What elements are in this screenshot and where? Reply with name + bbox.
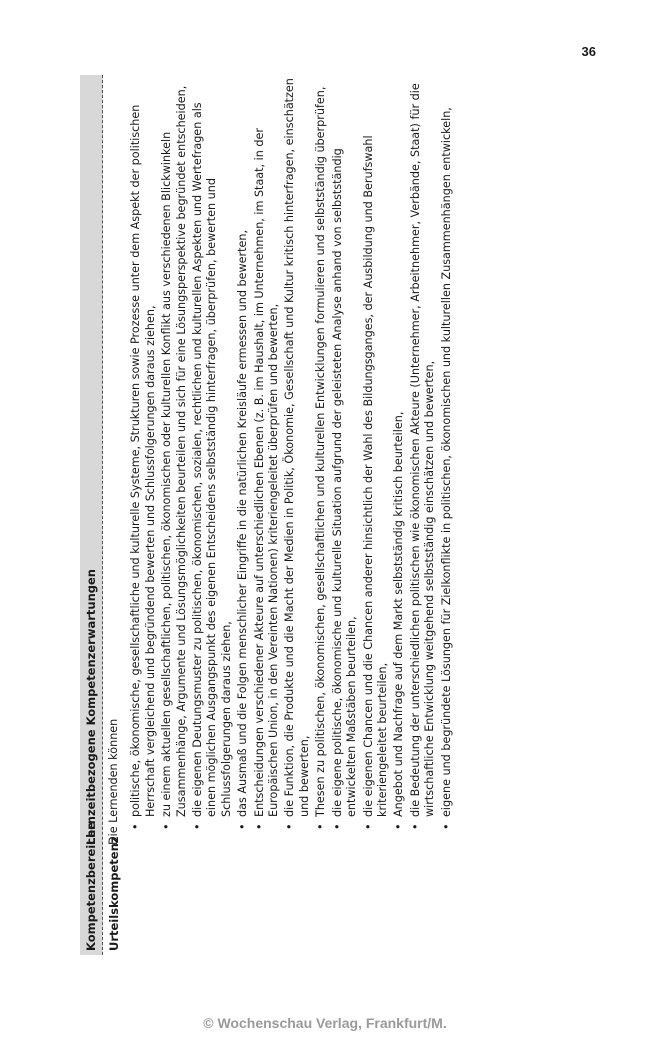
list-item: • politische, ökonomische, gesellschaftliche und kulturelle Systeme, Strukturen sowie Prozesse unter dem Aspekt der politischen Herrschaft vergleichend und begründend bewerten und Schlussfolgerungen daraus ziehen, [129, 75, 158, 817]
competence-list [129, 75, 454, 845]
list-item: • Angebot und Nachfrage auf dem Markt selbstständig kritisch beurteilen, [392, 75, 406, 817]
table-header [80, 75, 103, 955]
copyright-footer: © Wochenschau Verlag, Frankfurt/M. [203, 1015, 447, 1031]
list-item: • Thesen zu politischen, ökonomischen, gesellschaftlichen und kulturellen Entwicklungen formulieren und selbstständig überprüfen, [314, 75, 328, 817]
list-item: • die eigene politische, ökonomische und kulturelle Situation aufgrund der geleisteten Analyse anhand von selbstständig entwickelten Maßstäben beurteilen, [331, 75, 360, 817]
header-competence-expectations: Lernzeitbezogene Kompetenzerwartungen [83, 569, 98, 845]
list-item: • die eigenen Chancen und die Chancen anderer hinsichtlich der Wahl des Bildungsganges, der Ausbildung und Berufswahl kriteriengeleitet beurteilen, [362, 75, 391, 817]
header-competence-areas: Kompetenzbereiche [83, 821, 98, 951]
page-number: 36 [581, 44, 596, 59]
row-intro: Die Lernenden können [107, 718, 120, 845]
list-item: • das Ausmaß und die Folgen menschlicher Eingriffe in die natürlichen Kreisläufe ermessen und bewerten, [236, 75, 250, 817]
competence-table [80, 75, 580, 955]
list-item: • die Bedeutung der unterschiedlichen politischen wie ökonomischen Akteure (Unternehmer, Arbeitnehmer, Verbände, Staat) für die wirtschaftliche Entwicklung weitgehend selbstständig einschätzen und bewerten, [409, 75, 438, 817]
list-item: • die eigenen Deutungsmuster zu politischen, ökonomischen, sozialen, rechtlichen und kulturellen Aspekten und Wertefragen als einen möglichen Ausgangspunkt des eigenen Entscheidens selbstständig hinterfragen, überprüfen, bewerten und Schlussfolgerungen daraus ziehen, [191, 75, 234, 817]
row-category: Urteilskompetenz [107, 836, 121, 951]
list-item: • die Funktion, die Produkte und die Macht der Medien in Politik, Ökonomie, Gesellschaft und Kultur kritisch hinterfragen, einschätzen und bewerten, [283, 75, 312, 817]
list-item: • Entscheidungen verschiedener Akteure auf unterschiedlichen Ebenen (z. B. im Haushalt, im Unternehmen, im Staat, in der Europäischen Union, in den Vereinten Nationen) kriteriengeleitet überprüfen und bewerten, [253, 75, 282, 817]
row-content [107, 75, 456, 851]
list-item: • zu einem aktuellen gesellschaftlichen, politischen, ökonomischen oder kulturellen Konflikt aus verschiedenen Blickwinkeln Zusammenhänge, Argumente und Lösungsmöglichkeiten beurteilen und sich für eine Lösungsperspektive begründet entscheiden, [160, 75, 189, 817]
list-item: • eigene und begründete Lösungen für Zielkonflikte in politischen, ökonomischen und kulturellen Zusammenhängen entwickeln, [440, 75, 454, 817]
table-row [103, 75, 456, 955]
